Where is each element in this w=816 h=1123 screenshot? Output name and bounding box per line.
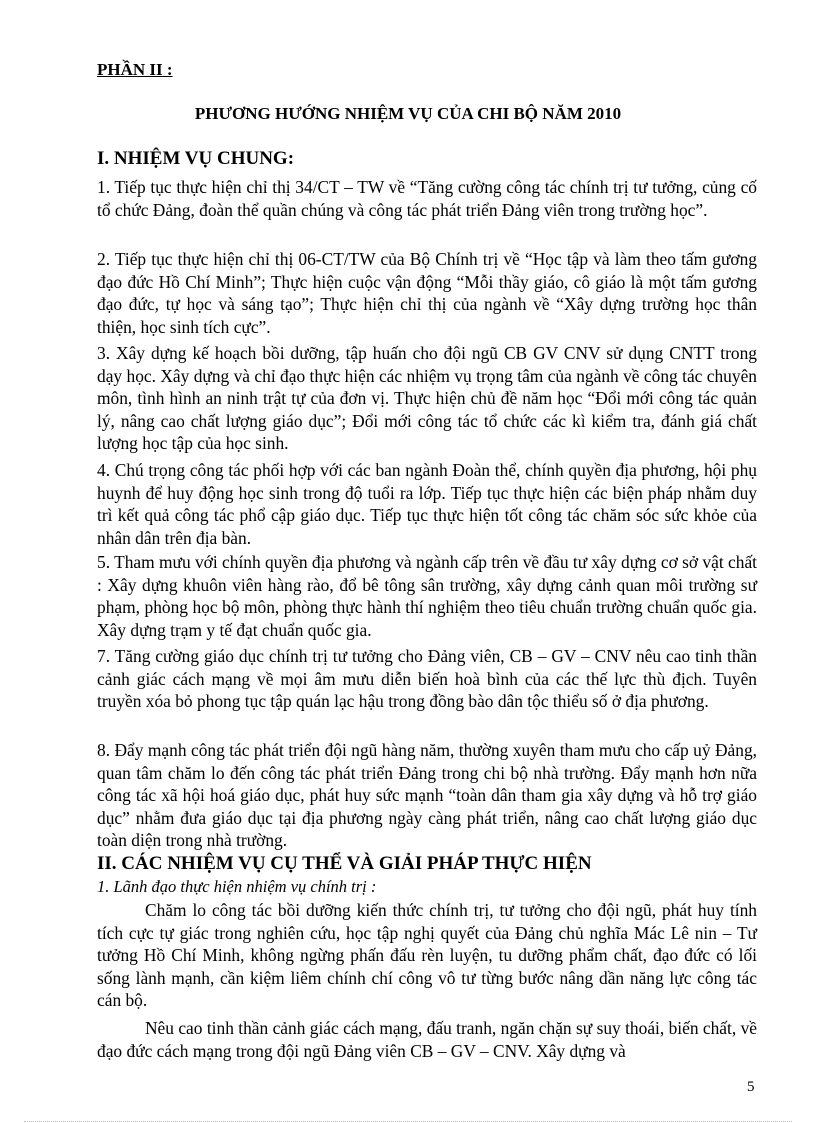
task-item-1: 1. Tiếp tục thực hiện chỉ thị 34/CT – TW về “Tăng cường công tác chính trị tư tưởng, củng cố tổ chức Đảng, đoàn thể quần chúng và công tác phát triển Đảng viên trong trường học”.	[97, 177, 757, 220]
section-heading-specific-tasks: II. CÁC NHIỆM VỤ CỤ THỂ VÀ GIẢI PHÁP THỰC HIỆN	[97, 853, 592, 874]
footer-divider	[24, 1121, 792, 1122]
task-item-7: 7. Tăng cường giáo dục chính trị tư tưởng cho Đảng viên, CB – GV – CNV nêu cao tinh thần cảnh giác cách mạng về mọi âm mưu diễn biến hoà bình của các thế lực thù địch. Tuyên truyền xóa bỏ phong tục tập quán lạc hậu trong đồng bào dân tộc thiểu số ở địa phương.	[97, 646, 757, 711]
task-item-4: 4. Chú trọng công tác phối hợp với các ban ngành Đoàn thể, chính quyền địa phương, hội phụ huynh để huy động học sinh trong độ tuổi ra lớp. Tiếp tục thực hiện các biện pháp nhằm duy trì kết quả công tác phổ cập giáo dục. Tiếp tục thực hiện tốt công tác chăm sóc sức khỏe của nhân dân trên địa bàn.	[97, 460, 757, 548]
task-item-3: 3. Xây dựng kế hoạch bồi dưỡng, tập huấn cho đội ngũ CB GV CNV sử dụng CNTT trong dạy học. Xây dựng và chỉ đạo thực hiện các nhiệm vụ trọng tâm của ngành về công tác chuyên môn, tình hình an ninh trật tự của đơn vị. Thực hiện chủ đề năm học “Đổi mới công tác quản lý, nâng cao chất lượng giáo dục”; Đổi mới công tác tổ chức các kì kiểm tra, đánh giá chất lượng học tập của học sinh.	[97, 343, 757, 453]
subsection-heading-political-tasks: 1. Lãnh đạo thực hiện nhiệm vụ chính trị :	[97, 877, 377, 896]
body-paragraph: Nêu cao tinh thần cảnh giác cách mạng, đấu tranh, ngăn chặn sự suy thoái, biến chất, về đạo đức cách mạng trong đội ngũ Đảng viên CB – GV – CNV. Xây dựng và	[97, 1018, 757, 1061]
task-item-5: 5. Tham mưu với chính quyền địa phương và ngành cấp trên về đầu tư xây dựng cơ sở vật chất : Xây dựng khuôn viên hàng rào, đổ bê tông sân trường, xây dựng cảnh quan môi trường sư phạm, phòng học bộ môn, phòng thực hành thí nghiệm theo tiêu chuẩn trường chuẩn quốc gia. Xây dựng trạm y tế đạt chuẩn quốc gia.	[97, 552, 757, 640]
task-item-8: 8. Đẩy mạnh công tác phát triển đội ngũ hàng năm, thường xuyên tham mưu cho cấp uỷ Đảng, quan tâm chăm lo đến công tác phát triển Đảng trong chi bộ nhà trường. Đẩy mạnh hơn nữa công tác xã hội hoá giáo dục, phát huy sức mạnh “toàn dân tham gia xây dựng và hỗ trợ giáo dục” nhằm đưa giáo dục tại địa phương ngày càng phát triển, nâng cao chất lượng giáo dục toàn diện trong nhà trường.	[97, 740, 757, 850]
body-paragraph: Chăm lo công tác bồi dưỡng kiến thức chính trị, tư tưởng cho đội ngũ, phát huy tính tích cực tự giác trong nghiên cứu, học tập nghị quyết của Đảng chủ nghĩa Mác Lê nin – Tư tưởng Hồ Chí Minh, không ngừng phấn đấu rèn luyện, tu dưỡng phẩm chất, đạo đức có lối sống lành mạnh, cần kiệm liêm chính chí công vô tư từng bước nâng dần năng lực công tác cán bộ.	[97, 900, 757, 1010]
section-heading-general-tasks: I. NHIỆM VỤ CHUNG:	[97, 148, 295, 169]
document-title: PHƯƠNG HƯỚNG NHIỆM VỤ CỦA CHI BỘ NĂM 2010	[194, 104, 622, 123]
part-label: PHẦN II :	[97, 60, 173, 79]
page-number: 5	[747, 1079, 755, 1095]
task-item-2: 2. Tiếp tục thực hiện chỉ thị 06-CT/TW của Bộ Chính trị về “Học tập và làm theo tấm gương đạo đức Hồ Chí Minh”; Thực hiện cuộc vận động “Mỗi thầy giáo, cô giáo là một tấm gương đạo đức, tự học và sáng tạo”; Thực hiện chỉ thị của ngành về “Xây dựng trường học thân thiện, học sinh tích cực”.	[97, 249, 757, 337]
